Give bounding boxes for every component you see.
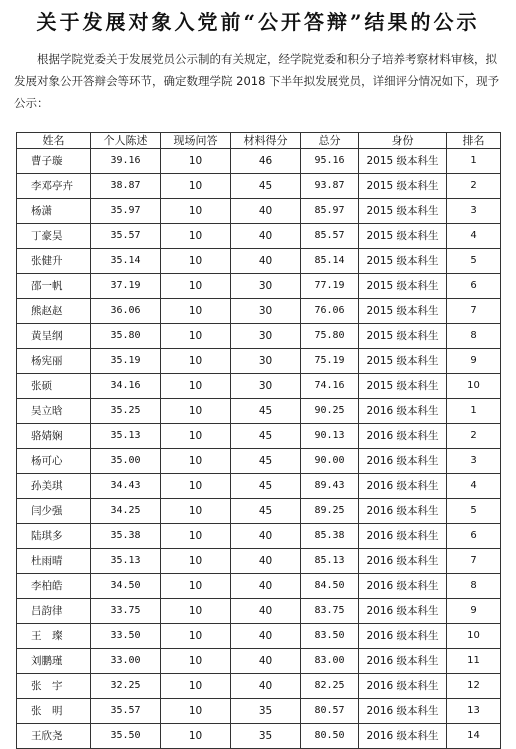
- cell-rank: 5: [447, 499, 501, 524]
- cell-total: 83.75: [301, 599, 359, 624]
- cell-statement: 35.13: [91, 424, 161, 449]
- cell-total: 95.16: [301, 149, 359, 174]
- cell-rank: 3: [447, 199, 501, 224]
- cell-statement: 35.19: [91, 349, 161, 374]
- cell-qa: 10: [161, 424, 231, 449]
- cell-qa: 10: [161, 399, 231, 424]
- cell-material: 35: [231, 699, 301, 724]
- cell-material: 40: [231, 249, 301, 274]
- cell-qa: 10: [161, 349, 231, 374]
- table-row: [17, 624, 501, 649]
- cell-rank: 14: [447, 724, 501, 749]
- cell-material: 30: [231, 274, 301, 299]
- table-row: [17, 149, 501, 174]
- cell-rank: 9: [447, 599, 501, 624]
- cell-material: 40: [231, 549, 301, 574]
- table-row: [17, 174, 501, 199]
- cell-statement: 36.06: [91, 299, 161, 324]
- cell-material: 40: [231, 599, 301, 624]
- table-row: [17, 299, 501, 324]
- cell-statement: 32.25: [91, 674, 161, 699]
- cell-rank: 4: [447, 224, 501, 249]
- cell-name: 曹子璇: [17, 149, 91, 174]
- table-row: [17, 549, 501, 574]
- cell-identity: 2016 级本科生: [359, 449, 447, 474]
- cell-identity: 2015 级本科生: [359, 274, 447, 299]
- cell-identity: 2015 级本科生: [359, 149, 447, 174]
- cell-name: 张 宇: [17, 674, 91, 699]
- cell-identity: 2016 级本科生: [359, 649, 447, 674]
- header-identity: 身份: [359, 133, 447, 149]
- cell-total: 74.16: [301, 374, 359, 399]
- cell-statement: 34.25: [91, 499, 161, 524]
- cell-qa: 10: [161, 674, 231, 699]
- cell-name: 黄呈纲: [17, 324, 91, 349]
- table-row: [17, 674, 501, 699]
- cell-material: 30: [231, 349, 301, 374]
- cell-statement: 35.38: [91, 524, 161, 549]
- cell-material: 45: [231, 499, 301, 524]
- cell-material: 35: [231, 724, 301, 749]
- cell-statement: 37.19: [91, 274, 161, 299]
- cell-statement: 35.14: [91, 249, 161, 274]
- table-row: [17, 699, 501, 724]
- cell-statement: 35.80: [91, 324, 161, 349]
- cell-identity: 2016 级本科生: [359, 424, 447, 449]
- cell-rank: 10: [447, 624, 501, 649]
- cell-qa: 10: [161, 374, 231, 399]
- cell-name: 熊赵赵: [17, 299, 91, 324]
- cell-identity: 2016 级本科生: [359, 699, 447, 724]
- table-row: [17, 349, 501, 374]
- cell-qa: 10: [161, 574, 231, 599]
- cell-rank: 9: [447, 349, 501, 374]
- cell-material: 30: [231, 299, 301, 324]
- cell-total: 85.38: [301, 524, 359, 549]
- cell-statement: 35.25: [91, 399, 161, 424]
- cell-total: 82.25: [301, 674, 359, 699]
- cell-name: 杜雨晴: [17, 549, 91, 574]
- cell-qa: 10: [161, 174, 231, 199]
- cell-material: 40: [231, 524, 301, 549]
- cell-statement: 33.50: [91, 624, 161, 649]
- cell-total: 89.25: [301, 499, 359, 524]
- cell-rank: 8: [447, 574, 501, 599]
- cell-qa: 10: [161, 274, 231, 299]
- cell-qa: 10: [161, 224, 231, 249]
- header-material: 材料得分: [231, 133, 301, 149]
- cell-rank: 11: [447, 649, 501, 674]
- cell-identity: 2015 级本科生: [359, 174, 447, 199]
- cell-name: 吕韵律: [17, 599, 91, 624]
- table-row: [17, 474, 501, 499]
- cell-statement: 34.50: [91, 574, 161, 599]
- page-title: 关于发展对象入党前“公开答辩”结果的公示: [36, 10, 480, 34]
- cell-identity: 2016 级本科生: [359, 549, 447, 574]
- table-row: [17, 374, 501, 399]
- cell-statement: 38.87: [91, 174, 161, 199]
- cell-rank: 7: [447, 549, 501, 574]
- cell-total: 85.13: [301, 549, 359, 574]
- cell-qa: 10: [161, 499, 231, 524]
- cell-total: 76.06: [301, 299, 359, 324]
- cell-qa: 10: [161, 624, 231, 649]
- cell-name: 吴立晗: [17, 399, 91, 424]
- cell-rank: 13: [447, 699, 501, 724]
- cell-rank: 2: [447, 424, 501, 449]
- table-row: [17, 324, 501, 349]
- cell-rank: 2: [447, 174, 501, 199]
- cell-total: 84.50: [301, 574, 359, 599]
- cell-identity: 2015 级本科生: [359, 324, 447, 349]
- cell-statement: 33.75: [91, 599, 161, 624]
- cell-qa: 10: [161, 449, 231, 474]
- header-qa: 现场问答: [161, 133, 231, 149]
- cell-total: 85.97: [301, 199, 359, 224]
- cell-identity: 2015 级本科生: [359, 249, 447, 274]
- cell-statement: 35.13: [91, 549, 161, 574]
- cell-material: 40: [231, 574, 301, 599]
- cell-identity: 2016 级本科生: [359, 624, 447, 649]
- cell-name: 邵一帆: [17, 274, 91, 299]
- cell-identity: 2016 级本科生: [359, 574, 447, 599]
- table-row: [17, 274, 501, 299]
- cell-name: 丁豪昊: [17, 224, 91, 249]
- cell-name: 刘鹏瑾: [17, 649, 91, 674]
- cell-total: 75.80: [301, 324, 359, 349]
- cell-name: 王 璨: [17, 624, 91, 649]
- table-body: [17, 149, 501, 749]
- cell-identity: 2015 级本科生: [359, 299, 447, 324]
- cell-qa: 10: [161, 149, 231, 174]
- table-row: [17, 499, 501, 524]
- cell-total: 80.57: [301, 699, 359, 724]
- cell-name: 杨可心: [17, 449, 91, 474]
- table-row: [17, 599, 501, 624]
- cell-rank: 1: [447, 149, 501, 174]
- table-row: [17, 649, 501, 674]
- cell-name: 杨宪丽: [17, 349, 91, 374]
- cell-name: 骆婧娴: [17, 424, 91, 449]
- cell-material: 40: [231, 199, 301, 224]
- cell-name: 王欣尧: [17, 724, 91, 749]
- table-row: [17, 524, 501, 549]
- cell-qa: 10: [161, 724, 231, 749]
- cell-rank: 4: [447, 474, 501, 499]
- results-table: [16, 132, 501, 749]
- cell-material: 40: [231, 649, 301, 674]
- cell-rank: 10: [447, 374, 501, 399]
- cell-material: 30: [231, 324, 301, 349]
- cell-statement: 35.97: [91, 199, 161, 224]
- cell-rank: 6: [447, 274, 501, 299]
- cell-identity: 2016 级本科生: [359, 399, 447, 424]
- cell-material: 30: [231, 374, 301, 399]
- cell-identity: 2016 级本科生: [359, 674, 447, 699]
- cell-statement: 34.43: [91, 474, 161, 499]
- cell-qa: 10: [161, 299, 231, 324]
- table-row: [17, 424, 501, 449]
- cell-qa: 10: [161, 699, 231, 724]
- cell-rank: 12: [447, 674, 501, 699]
- cell-total: 80.50: [301, 724, 359, 749]
- cell-total: 93.87: [301, 174, 359, 199]
- cell-material: 40: [231, 674, 301, 699]
- table-row: [17, 449, 501, 474]
- cell-identity: 2016 级本科生: [359, 599, 447, 624]
- cell-name: 闫少强: [17, 499, 91, 524]
- cell-rank: 6: [447, 524, 501, 549]
- intro-paragraph: 根据学院党委关于发展党员公示制的有关规定，经学院党委和积分子培养考察材料审核，拟发展对象公开答辩会等环节，确定数理学院 2018 下半年拟发展党员，详细评分情况如下，现予公示：: [14, 52, 500, 110]
- cell-name: 李邓亭卉: [17, 174, 91, 199]
- cell-total: 90.00: [301, 449, 359, 474]
- cell-qa: 10: [161, 249, 231, 274]
- cell-identity: 2015 级本科生: [359, 224, 447, 249]
- cell-statement: 34.16: [91, 374, 161, 399]
- cell-material: 45: [231, 399, 301, 424]
- cell-identity: 2016 级本科生: [359, 524, 447, 549]
- cell-statement: 35.00: [91, 449, 161, 474]
- cell-name: 杨潇: [17, 199, 91, 224]
- table-header-row: [17, 133, 501, 149]
- table-row: [17, 249, 501, 274]
- table-row: [17, 399, 501, 424]
- cell-qa: 10: [161, 524, 231, 549]
- cell-name: 孙美琪: [17, 474, 91, 499]
- cell-statement: 33.00: [91, 649, 161, 674]
- cell-material: 45: [231, 449, 301, 474]
- cell-total: 85.57: [301, 224, 359, 249]
- header-name: 姓名: [17, 133, 91, 149]
- cell-qa: 10: [161, 649, 231, 674]
- cell-statement: 35.57: [91, 224, 161, 249]
- cell-qa: 10: [161, 599, 231, 624]
- cell-rank: 5: [447, 249, 501, 274]
- cell-material: 45: [231, 424, 301, 449]
- cell-name: 张硕: [17, 374, 91, 399]
- cell-statement: 35.50: [91, 724, 161, 749]
- cell-name: 张 明: [17, 699, 91, 724]
- cell-qa: 10: [161, 324, 231, 349]
- cell-qa: 10: [161, 474, 231, 499]
- cell-identity: 2015 级本科生: [359, 374, 447, 399]
- cell-total: 90.13: [301, 424, 359, 449]
- cell-name: 张健升: [17, 249, 91, 274]
- cell-rank: 8: [447, 324, 501, 349]
- cell-total: 89.43: [301, 474, 359, 499]
- cell-total: 75.19: [301, 349, 359, 374]
- cell-identity: 2016 级本科生: [359, 474, 447, 499]
- cell-material: 45: [231, 474, 301, 499]
- cell-material: 46: [231, 149, 301, 174]
- header-total: 总分: [301, 133, 359, 149]
- cell-statement: 39.16: [91, 149, 161, 174]
- header-rank: 排名: [447, 133, 501, 149]
- cell-total: 90.25: [301, 399, 359, 424]
- table-row: [17, 224, 501, 249]
- cell-rank: 3: [447, 449, 501, 474]
- cell-identity: 2015 级本科生: [359, 349, 447, 374]
- cell-qa: 10: [161, 549, 231, 574]
- cell-name: 李柏皓: [17, 574, 91, 599]
- cell-total: 85.14: [301, 249, 359, 274]
- cell-identity: 2015 级本科生: [359, 199, 447, 224]
- cell-rank: 7: [447, 299, 501, 324]
- cell-qa: 10: [161, 199, 231, 224]
- cell-total: 83.00: [301, 649, 359, 674]
- cell-total: 83.50: [301, 624, 359, 649]
- table-row: [17, 199, 501, 224]
- cell-name: 陆琪多: [17, 524, 91, 549]
- cell-statement: 35.57: [91, 699, 161, 724]
- cell-total: 77.19: [301, 274, 359, 299]
- cell-rank: 1: [447, 399, 501, 424]
- cell-material: 40: [231, 224, 301, 249]
- header-statement: 个人陈述: [91, 133, 161, 149]
- cell-identity: 2016 级本科生: [359, 724, 447, 749]
- cell-material: 45: [231, 174, 301, 199]
- table-row: [17, 724, 501, 749]
- cell-material: 40: [231, 624, 301, 649]
- cell-identity: 2016 级本科生: [359, 499, 447, 524]
- table-row: [17, 574, 501, 599]
